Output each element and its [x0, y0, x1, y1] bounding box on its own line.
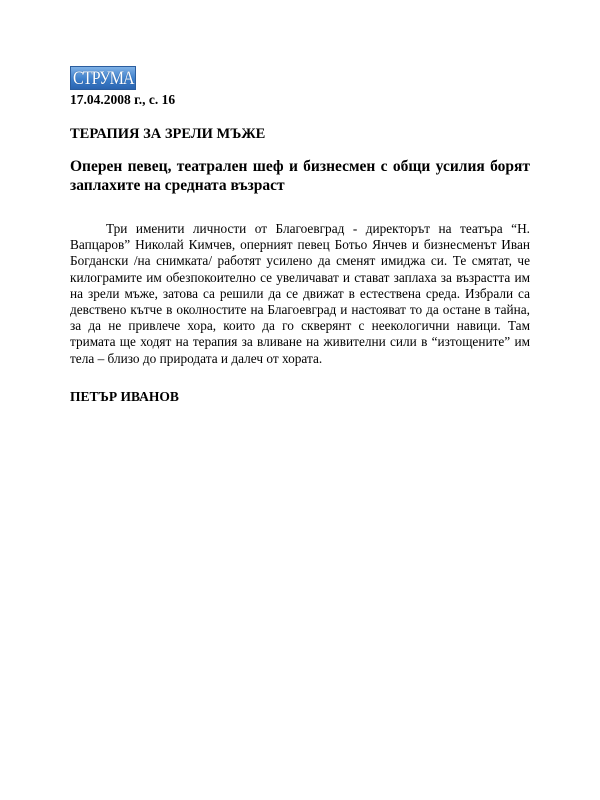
newspaper-logo — [70, 66, 136, 90]
article-body: Три именити личности от Благоевград - директорът на театъра “Н. Вапцаров” Николай Кимчев, оперният певец Ботьо Янчев и бизнесменът Иван Богдански /на снимката/ работят усилено да сменят имиджа си. Те смятат, че килограмите им обезпокоително се увеличават и стават заплаха за възрастта им на зрели мъже, затова са решили да се движат в естествена среда. Избрали са девствено кътче в околностите на Благоевград и настояват то да остане в тайна, за да не привлече хора, които да го скверянт с неекологични навици. Там тримата ще ходят на терапия за вливане на живителни сили в “изтощените” им тела – близо до природата и далеч от хората. — [70, 221, 530, 366]
publication-dateline: 17.04.2008 г., с. 16 — [70, 92, 176, 107]
article-title: ТЕРАПИЯ ЗА ЗРЕЛИ МЪЖЕ — [70, 126, 266, 142]
article-author: ПЕТЪР ИВАНОВ — [70, 389, 179, 404]
article-subtitle: Оперен певец, театрален шеф и бизнесмен с общи усилия борят заплахите на средната възраст — [70, 158, 530, 194]
newspaper-logo-text: СТРУМА — [73, 68, 134, 89]
